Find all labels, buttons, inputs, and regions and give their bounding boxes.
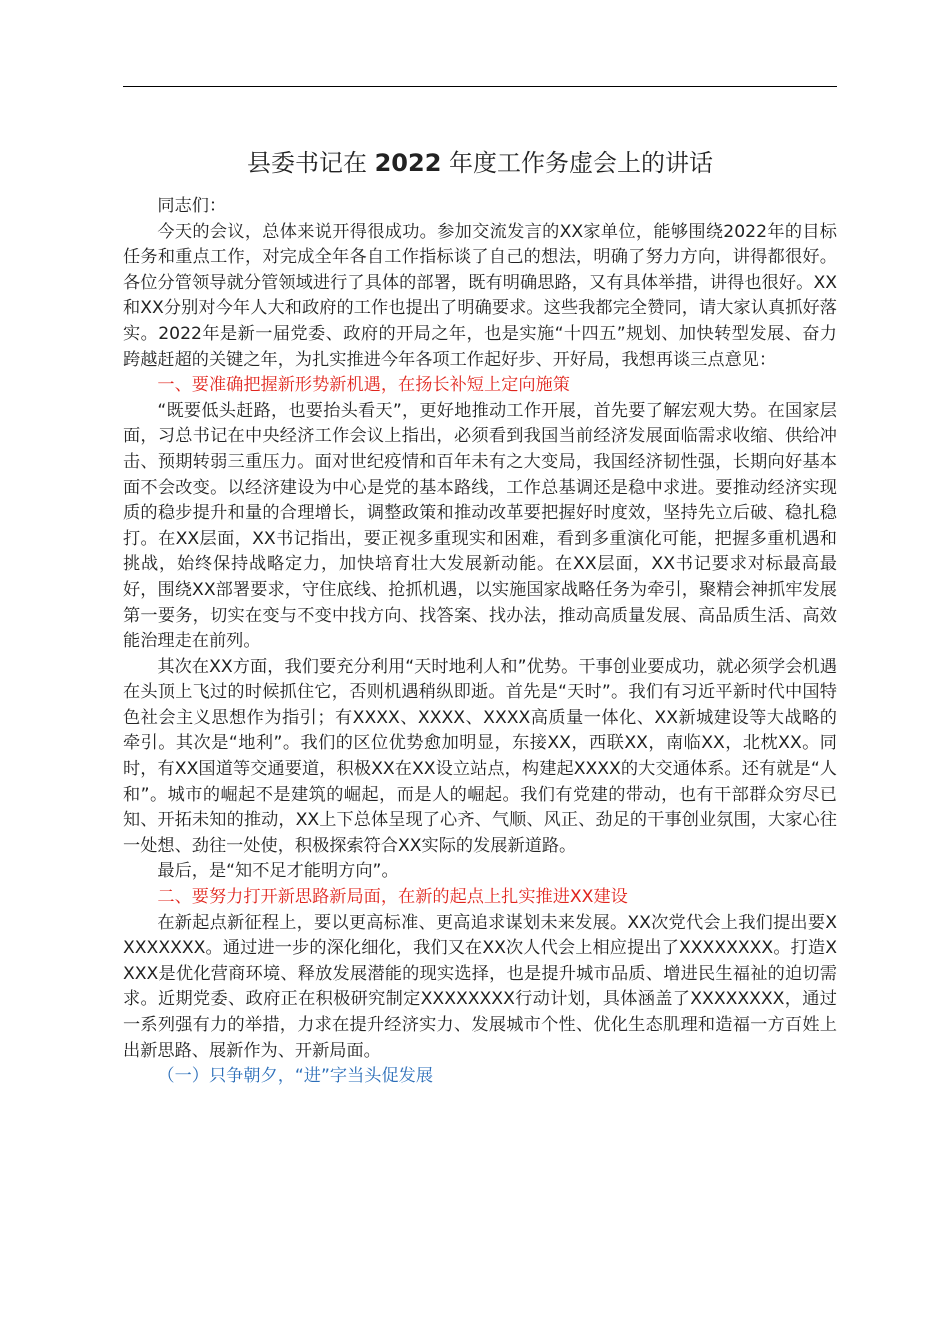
paragraph-4: 在新起点新征程上，要以更高标准、更高追求谋划未来发展。XX次党代会上我们提出要XXXXXXXX。通过进一步的深化细化，我们又在XX次人代会上相应提出了XXXXXXXX。打造XXXX是优化营商环境、释放发展潜能的现实选择，也是提升城市品质、增进民生福祉的迫切需求。近期党委、政府正在积极研究制定XXXXXXXX行动计划，具体涵盖了XXXXXXXX，通过一系列强有力的举措，力求在提升经济实力、发展城市个性、优化生态肌理和造福一方百姓上出新思路、展新作为、开新局面。	[123, 912, 837, 1061]
title-year: 2022	[374, 149, 442, 177]
document-body	[123, 140, 837, 1090]
title-suffix: 年度工作务虚会上的讲话	[449, 149, 714, 177]
header-rule	[123, 86, 837, 87]
subsection-heading-1: （一）只争朝夕，“进”字当头促发展	[157, 1066, 434, 1087]
paragraph-2: 其次在XX方面，我们要充分利用“天时地利人和”优势。干事创业要成功，就必须学会机遇在头顶上飞过的时候抓住它，否则机遇稍纵即逝。首先是“天时”。我们有习近平新时代中国特色社会主义思想作为指引；有XXXX、XXXX、XXXX高质量一体化、XX新城建设等大战略的牵引。其次是“地利”。我们的区位优势愈加明显，东接XX，西联XX，南临XX，北枕XX。同时，有XX国道等交通要道，积极XX在XX设立站点，构建起XXXX的大交通体系。还有就是“人和”。城市的崛起不是建筑的崛起，而是人的崛起。我们有党建的带动，也有干部群众穷尽已知、开拓未知的推动，XX上下总体呈现了心齐、气顺、风正、劲足的干事创业氛围，大家心往一处想、劲往一处使，积极探索符合XX实际的发展新道路。	[123, 656, 837, 856]
section-heading-1: 一、要准确把握新形势新机遇，在扬长补短上定向施策	[157, 375, 570, 396]
title-prefix: 县委书记在	[246, 149, 367, 177]
document-title	[123, 140, 837, 186]
intro-paragraph: 今天的会议，总体来说开得很成功。参加交流发言的XX家单位，能够围绕2022年的目标任务和重点工作，对完成全年各自工作指标谈了自己的想法，明确了努力方向，讲得都很好。各位分管领导就分管领域进行了具体的部署，既有明确思路，又有具体举措，讲得也很好。XX和XX分别对今年人大和政府的工作也提出了明确要求。这些我都完全赞同，请大家认真抓好落实。2022年是新一届党委、政府的开局之年，也是实施“十四五”规划、加快转型发展、奋力跨越赶超的关键之年，为扎实推进今年各项工作起好步、开好局，我想再谈三点意见：	[123, 221, 837, 370]
salutation: 同志们：	[157, 196, 227, 216]
section-heading-2: 二、要努力打开新思路新局面，在新的起点上扎实推进XX建设	[157, 887, 628, 908]
paragraph-1: “既要低头赶路，也要抬头看天”，更好地推动工作开展，首先要了解宏观大势。在国家层面，习总书记在中央经济工作会议上指出，必须看到我国当前经济发展面临需求收缩、供给冲击、预期转弱三重压力。面对世纪疫情和百年未有之大变局，我国经济韧性强，长期向好基本面不会改变。以经济建设为中心是党的基本路线，工作总基调还是稳中求进。要推动经济实现质的稳步提升和量的合理增长，调整政策和推动改革要把握好时度效，坚持先立后破、稳扎稳打。在XX层面，XX书记指出，要正视多重现实和困难，看到多重演化可能，把握多重机遇和挑战，始终保持战略定力，加快培育壮大发展新动能。在XX层面，XX书记要求对标最高最好，围绕XX部署要求，守住底线、抢抓机遇，以实施国家战略任务为牵引，聚精会神抓牢发展第一要务，切实在变与不变中找方向、找答案、找办法，推动高质量发展、高品质生活、高效能治理走在前列。	[123, 400, 837, 652]
paragraph-3: 最后，是“知不足才能明方向”。	[157, 861, 399, 882]
